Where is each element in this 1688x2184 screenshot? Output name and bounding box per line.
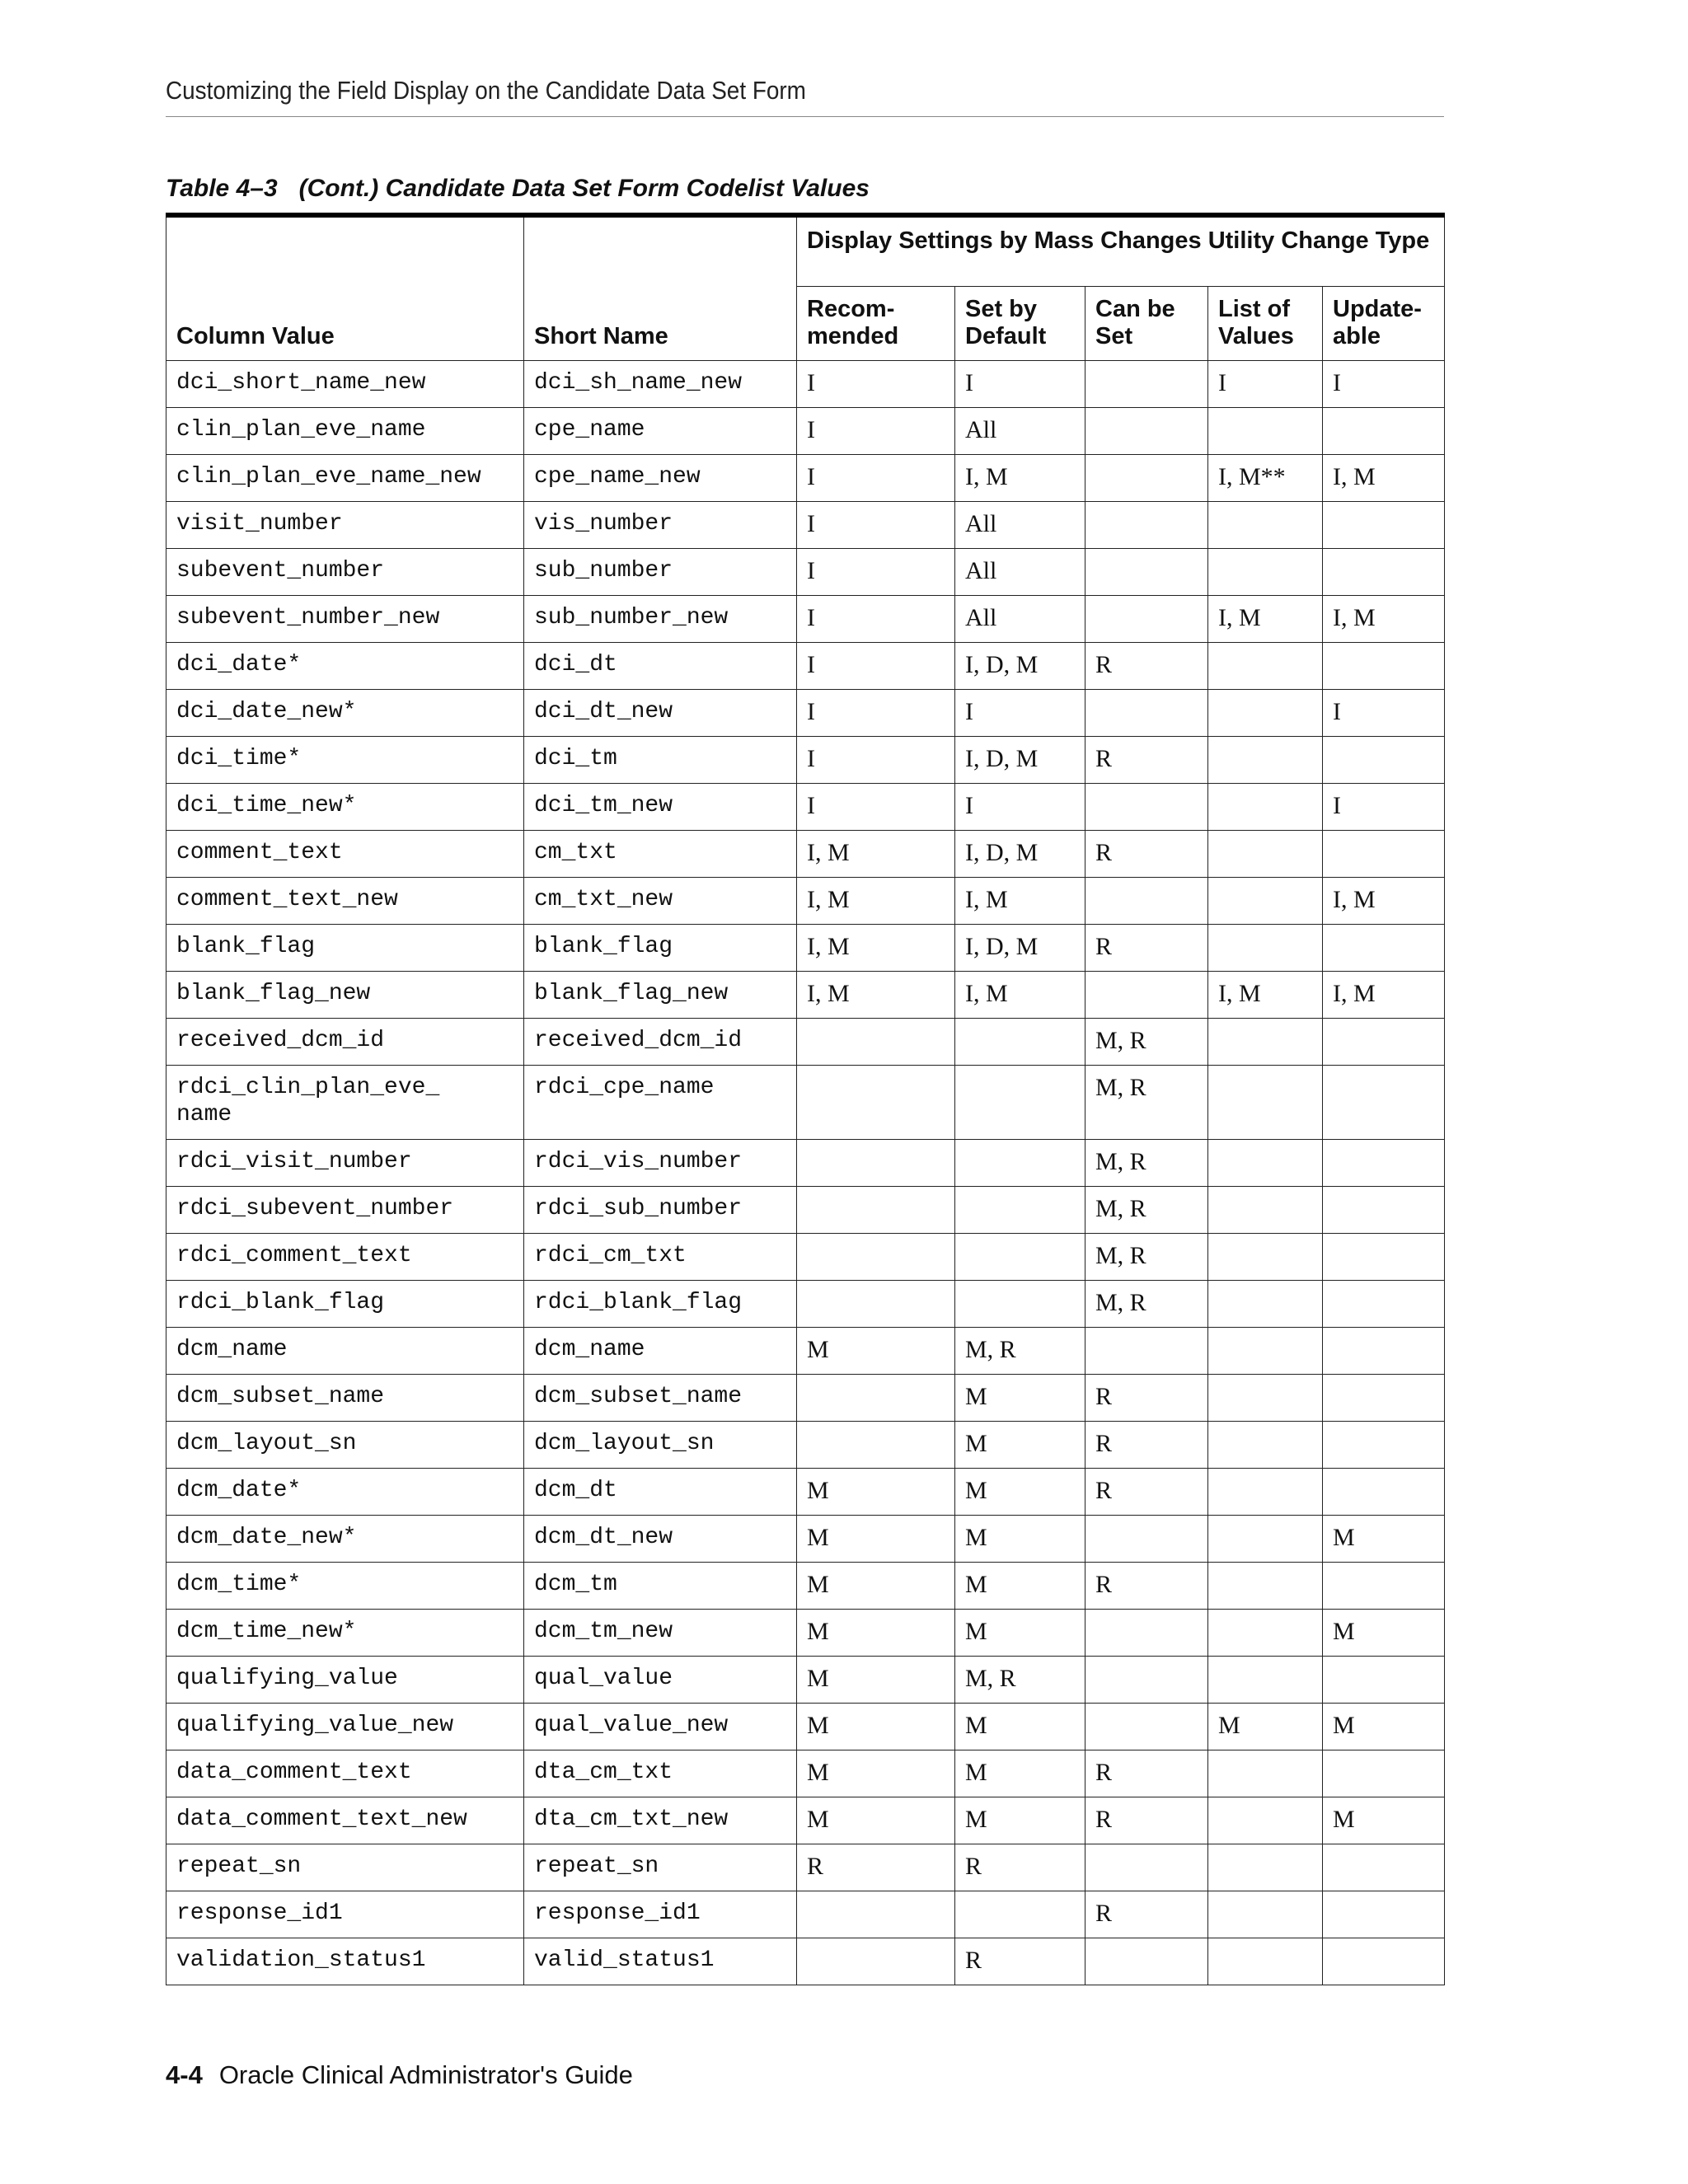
cell-updateable: I (1323, 783, 1445, 830)
cell-list-of-values (1208, 877, 1323, 924)
cell-updateable (1323, 1656, 1445, 1703)
header-short-name: Short Name (524, 215, 797, 360)
cell-updateable: I, M (1323, 595, 1445, 642)
cell-short-name: received_dcm_id (524, 1018, 797, 1065)
table-row (166, 407, 1445, 454)
table-row (166, 1280, 1445, 1327)
cell-short-name: blank_flag_new (524, 971, 797, 1018)
cell-updateable: I, M (1323, 454, 1445, 501)
cell-column-value: data_comment_text (166, 1750, 524, 1797)
book-title: Oracle Clinical Administrator's Guide (218, 2060, 633, 2089)
cell-set-by-default: I, M (955, 877, 1085, 924)
cell-updateable (1323, 501, 1445, 548)
table-row (166, 1656, 1445, 1703)
cell-list-of-values (1208, 783, 1323, 830)
cell-updateable (1323, 1018, 1445, 1065)
cell-set-by-default: I, M (955, 971, 1085, 1018)
cell-set-by-default: M (955, 1797, 1085, 1844)
cell-can-be-set (1085, 783, 1208, 830)
cell-set-by-default: I, D, M (955, 830, 1085, 877)
cell-list-of-values (1208, 1609, 1323, 1656)
cell-list-of-values (1208, 1750, 1323, 1797)
cell-can-be-set: R (1085, 642, 1208, 689)
cell-can-be-set: R (1085, 1750, 1208, 1797)
cell-column-value: repeat_sn (166, 1844, 524, 1891)
cell-set-by-default (955, 1139, 1085, 1186)
cell-list-of-values (1208, 642, 1323, 689)
cell-column-value: blank_flag_new (166, 971, 524, 1018)
cell-recommended: M (797, 1327, 955, 1374)
cell-set-by-default: All (955, 407, 1085, 454)
cell-set-by-default: M (955, 1374, 1085, 1421)
cell-set-by-default: M, R (955, 1656, 1085, 1703)
cell-updateable (1323, 1468, 1445, 1515)
codelist-table (166, 213, 1445, 1985)
cell-can-be-set: M, R (1085, 1065, 1208, 1139)
cell-can-be-set: M, R (1085, 1018, 1208, 1065)
page-footer (166, 2060, 633, 2090)
cell-recommended: I, M (797, 971, 955, 1018)
cell-recommended: M (797, 1797, 955, 1844)
cell-short-name: cpe_name_new (524, 454, 797, 501)
cell-set-by-default (955, 1065, 1085, 1139)
cell-short-name: dcm_name (524, 1327, 797, 1374)
cell-updateable (1323, 1065, 1445, 1139)
cell-recommended: I, M (797, 877, 955, 924)
cell-short-name: dcm_subset_name (524, 1374, 797, 1421)
cell-can-be-set: M, R (1085, 1233, 1208, 1280)
table-row (166, 1139, 1445, 1186)
table-row (166, 1065, 1445, 1139)
cell-short-name: dci_sh_name_new (524, 360, 797, 407)
cell-updateable (1323, 1233, 1445, 1280)
cell-column-value: dcm_date* (166, 1468, 524, 1515)
cell-set-by-default: M (955, 1515, 1085, 1562)
cell-column-value: qualifying_value (166, 1656, 524, 1703)
cell-recommended: I (797, 501, 955, 548)
table-row (166, 1374, 1445, 1421)
cell-short-name: rdci_cpe_name (524, 1065, 797, 1139)
cell-list-of-values (1208, 924, 1323, 971)
cell-updateable (1323, 924, 1445, 971)
cell-recommended: I (797, 407, 955, 454)
cell-set-by-default: I, D, M (955, 642, 1085, 689)
running-head: Customizing the Field Display on the Candidate Data Set Form (166, 76, 806, 105)
header-rule (166, 116, 1444, 117)
table-number: Table 4–3 (166, 175, 278, 202)
cell-updateable (1323, 1139, 1445, 1186)
cell-list-of-values (1208, 407, 1323, 454)
cell-set-by-default: M (955, 1421, 1085, 1468)
cell-set-by-default (955, 1233, 1085, 1280)
cell-short-name: dcm_dt_new (524, 1515, 797, 1562)
cell-updateable (1323, 1938, 1445, 1985)
cell-column-value: dci_date_new* (166, 689, 524, 736)
cell-column-value: qualifying_value_new (166, 1703, 524, 1750)
cell-recommended (797, 1421, 955, 1468)
table-row (166, 454, 1445, 501)
cell-column-value: dcm_time* (166, 1562, 524, 1609)
cell-column-value: validation_status1 (166, 1938, 524, 1985)
cell-recommended: I (797, 454, 955, 501)
cell-can-be-set (1085, 501, 1208, 548)
table-row (166, 1421, 1445, 1468)
cell-set-by-default (955, 1280, 1085, 1327)
cell-list-of-values (1208, 1938, 1323, 1985)
cell-recommended: I (797, 783, 955, 830)
table-row (166, 595, 1445, 642)
cell-can-be-set: R (1085, 1797, 1208, 1844)
cell-list-of-values (1208, 1374, 1323, 1421)
cell-set-by-default (955, 1186, 1085, 1233)
cell-recommended (797, 1233, 955, 1280)
cell-list-of-values (1208, 689, 1323, 736)
cell-column-value: comment_text (166, 830, 524, 877)
cell-recommended: M (797, 1750, 955, 1797)
cell-can-be-set (1085, 360, 1208, 407)
cell-set-by-default: All (955, 595, 1085, 642)
cell-list-of-values (1208, 1018, 1323, 1065)
cell-set-by-default (955, 1891, 1085, 1938)
cell-updateable (1323, 1891, 1445, 1938)
cell-list-of-values (1208, 830, 1323, 877)
cell-list-of-values (1208, 1562, 1323, 1609)
cell-short-name: dci_tm_new (524, 783, 797, 830)
cell-recommended: R (797, 1844, 955, 1891)
table-row (166, 830, 1445, 877)
cell-column-value: rdci_comment_text (166, 1233, 524, 1280)
cell-short-name: dcm_tm_new (524, 1609, 797, 1656)
cell-updateable (1323, 1327, 1445, 1374)
cell-list-of-values (1208, 1139, 1323, 1186)
cell-recommended: M (797, 1562, 955, 1609)
cell-list-of-values (1208, 1468, 1323, 1515)
cell-short-name: blank_flag (524, 924, 797, 971)
cell-can-be-set (1085, 1703, 1208, 1750)
cell-list-of-values (1208, 1891, 1323, 1938)
cell-list-of-values: I, M (1208, 971, 1323, 1018)
cell-list-of-values: I, M** (1208, 454, 1323, 501)
header-recommended: Recom- mended (797, 286, 955, 360)
table-row (166, 971, 1445, 1018)
table-row (166, 642, 1445, 689)
cell-set-by-default: All (955, 501, 1085, 548)
cell-short-name: dci_dt (524, 642, 797, 689)
table-row (166, 1515, 1445, 1562)
cell-updateable: I (1323, 360, 1445, 407)
cell-set-by-default: R (955, 1938, 1085, 1985)
cell-can-be-set (1085, 1515, 1208, 1562)
cell-set-by-default: M (955, 1468, 1085, 1515)
cell-recommended (797, 1139, 955, 1186)
cell-list-of-values (1208, 1065, 1323, 1139)
cell-can-be-set: R (1085, 1562, 1208, 1609)
cell-can-be-set: R (1085, 736, 1208, 783)
cell-column-value: response_id1 (166, 1891, 524, 1938)
table-row (166, 877, 1445, 924)
cell-can-be-set (1085, 1327, 1208, 1374)
cell-updateable (1323, 1562, 1445, 1609)
cell-list-of-values: I, M (1208, 595, 1323, 642)
table-row (166, 1186, 1445, 1233)
cell-can-be-set (1085, 877, 1208, 924)
header-set-by-default: Set by Default (955, 286, 1085, 360)
cell-recommended (797, 1065, 955, 1139)
cell-short-name: qual_value (524, 1656, 797, 1703)
cell-can-be-set (1085, 1609, 1208, 1656)
cell-set-by-default: M, R (955, 1327, 1085, 1374)
cell-set-by-default: M (955, 1562, 1085, 1609)
cell-updateable: M (1323, 1797, 1445, 1844)
table-row (166, 1233, 1445, 1280)
cell-short-name: dta_cm_txt_new (524, 1797, 797, 1844)
table-row (166, 1891, 1445, 1938)
cell-list-of-values (1208, 1327, 1323, 1374)
cell-updateable: I, M (1323, 877, 1445, 924)
cell-list-of-values (1208, 736, 1323, 783)
cell-recommended: I, M (797, 830, 955, 877)
table-row (166, 1797, 1445, 1844)
cell-short-name: vis_number (524, 501, 797, 548)
cell-updateable (1323, 1186, 1445, 1233)
cell-column-value: dcm_date_new* (166, 1515, 524, 1562)
cell-updateable: M (1323, 1609, 1445, 1656)
cell-updateable (1323, 830, 1445, 877)
cell-set-by-default: M (955, 1609, 1085, 1656)
cell-set-by-default: I, D, M (955, 924, 1085, 971)
cell-updateable: I (1323, 689, 1445, 736)
cell-recommended: M (797, 1468, 955, 1515)
cell-recommended (797, 1280, 955, 1327)
cell-column-value: dci_short_name_new (166, 360, 524, 407)
cell-short-name: rdci_cm_txt (524, 1233, 797, 1280)
table-row (166, 783, 1445, 830)
cell-recommended: M (797, 1609, 955, 1656)
cell-recommended (797, 1186, 955, 1233)
cell-column-value: dcm_time_new* (166, 1609, 524, 1656)
cell-can-be-set (1085, 971, 1208, 1018)
page-number: 4-4 (166, 2060, 203, 2089)
table-row (166, 689, 1445, 736)
cell-column-value: dcm_subset_name (166, 1374, 524, 1421)
cell-updateable (1323, 642, 1445, 689)
cell-short-name: qual_value_new (524, 1703, 797, 1750)
cell-column-value: data_comment_text_new (166, 1797, 524, 1844)
cell-can-be-set (1085, 689, 1208, 736)
cell-can-be-set: M, R (1085, 1280, 1208, 1327)
cell-column-value: rdci_blank_flag (166, 1280, 524, 1327)
cell-list-of-values (1208, 1797, 1323, 1844)
cell-updateable (1323, 1421, 1445, 1468)
cell-set-by-default (955, 1018, 1085, 1065)
cell-recommended (797, 1374, 955, 1421)
cell-can-be-set (1085, 1844, 1208, 1891)
cell-list-of-values: M (1208, 1703, 1323, 1750)
cell-recommended: I (797, 736, 955, 783)
cell-can-be-set (1085, 407, 1208, 454)
header-list-of-values: List of Values (1208, 286, 1323, 360)
cell-short-name: dcm_tm (524, 1562, 797, 1609)
header-updateable: Update- able (1323, 286, 1445, 360)
cell-short-name: dci_dt_new (524, 689, 797, 736)
table-row (166, 1703, 1445, 1750)
cell-recommended: I (797, 360, 955, 407)
cell-recommended: I, M (797, 924, 955, 971)
cell-short-name: cm_txt_new (524, 877, 797, 924)
cell-short-name: rdci_blank_flag (524, 1280, 797, 1327)
cell-recommended (797, 1891, 955, 1938)
cell-can-be-set: M, R (1085, 1186, 1208, 1233)
cell-column-value: dcm_layout_sn (166, 1421, 524, 1468)
cell-set-by-default: I, M (955, 454, 1085, 501)
cell-short-name: dcm_layout_sn (524, 1421, 797, 1468)
cell-column-value: received_dcm_id (166, 1018, 524, 1065)
cell-updateable (1323, 1750, 1445, 1797)
cell-can-be-set: R (1085, 1891, 1208, 1938)
cell-column-value: subevent_number_new (166, 595, 524, 642)
cell-column-value: clin_plan_eve_name_new (166, 454, 524, 501)
cell-recommended (797, 1938, 955, 1985)
cell-can-be-set: M, R (1085, 1139, 1208, 1186)
cell-short-name: sub_number_new (524, 595, 797, 642)
table-row (166, 1609, 1445, 1656)
cell-column-value: dcm_name (166, 1327, 524, 1374)
cell-set-by-default: I, D, M (955, 736, 1085, 783)
cell-short-name: sub_number (524, 548, 797, 595)
cell-column-value: dci_date* (166, 642, 524, 689)
cell-column-value: blank_flag (166, 924, 524, 971)
codelist-table-container (166, 213, 1444, 1985)
cell-can-be-set (1085, 1656, 1208, 1703)
cell-updateable (1323, 407, 1445, 454)
cell-set-by-default: M (955, 1703, 1085, 1750)
cell-short-name: valid_status1 (524, 1938, 797, 1985)
cell-short-name: dta_cm_txt (524, 1750, 797, 1797)
cell-updateable (1323, 736, 1445, 783)
cell-list-of-values (1208, 501, 1323, 548)
cell-updateable (1323, 548, 1445, 595)
table-row (166, 1327, 1445, 1374)
cell-list-of-values (1208, 1844, 1323, 1891)
table-row (166, 548, 1445, 595)
cell-can-be-set: R (1085, 924, 1208, 971)
cell-list-of-values (1208, 548, 1323, 595)
table-row (166, 360, 1445, 407)
cell-can-be-set (1085, 454, 1208, 501)
cell-column-value: dci_time_new* (166, 783, 524, 830)
cell-recommended: I (797, 595, 955, 642)
cell-column-value: rdci_visit_number (166, 1139, 524, 1186)
table-title: (Cont.) Candidate Data Set Form Codelist Values (298, 175, 870, 202)
cell-can-be-set: R (1085, 1374, 1208, 1421)
table-row (166, 1844, 1445, 1891)
cell-short-name: rdci_vis_number (524, 1139, 797, 1186)
cell-list-of-values (1208, 1186, 1323, 1233)
cell-column-value: subevent_number (166, 548, 524, 595)
cell-short-name: cpe_name (524, 407, 797, 454)
cell-updateable (1323, 1374, 1445, 1421)
cell-recommended: M (797, 1515, 955, 1562)
header-can-be-set: Can be Set (1085, 286, 1208, 360)
header-column-value: Column Value (166, 215, 524, 360)
cell-recommended: M (797, 1656, 955, 1703)
cell-can-be-set: R (1085, 1421, 1208, 1468)
cell-column-value: rdci_subevent_number (166, 1186, 524, 1233)
cell-column-value: visit_number (166, 501, 524, 548)
cell-set-by-default: I (955, 360, 1085, 407)
cell-can-be-set (1085, 548, 1208, 595)
cell-column-value: clin_plan_eve_name (166, 407, 524, 454)
cell-recommended (797, 1018, 955, 1065)
cell-list-of-values (1208, 1233, 1323, 1280)
cell-updateable: M (1323, 1703, 1445, 1750)
cell-set-by-default: M (955, 1750, 1085, 1797)
table-row (166, 736, 1445, 783)
cell-updateable (1323, 1844, 1445, 1891)
cell-set-by-default: R (955, 1844, 1085, 1891)
cell-updateable: I, M (1323, 971, 1445, 1018)
cell-can-be-set: R (1085, 830, 1208, 877)
cell-set-by-default: All (955, 548, 1085, 595)
cell-updateable (1323, 1280, 1445, 1327)
table-row (166, 1750, 1445, 1797)
cell-set-by-default: I (955, 783, 1085, 830)
cell-short-name: dci_tm (524, 736, 797, 783)
cell-short-name: repeat_sn (524, 1844, 797, 1891)
cell-can-be-set (1085, 1938, 1208, 1985)
cell-list-of-values (1208, 1280, 1323, 1327)
table-row (166, 924, 1445, 971)
cell-list-of-values (1208, 1656, 1323, 1703)
table-row (166, 1468, 1445, 1515)
cell-short-name: dcm_dt (524, 1468, 797, 1515)
cell-column-value: rdci_clin_plan_eve_ name (166, 1065, 524, 1139)
header-display-settings: Display Settings by Mass Changes Utility Change Type (797, 215, 1445, 286)
table-row (166, 1938, 1445, 1985)
cell-short-name: cm_txt (524, 830, 797, 877)
cell-column-value: dci_time* (166, 736, 524, 783)
cell-recommended: I (797, 548, 955, 595)
cell-recommended: I (797, 642, 955, 689)
cell-can-be-set (1085, 595, 1208, 642)
cell-updateable: M (1323, 1515, 1445, 1562)
cell-short-name: response_id1 (524, 1891, 797, 1938)
table-row (166, 1562, 1445, 1609)
cell-set-by-default: I (955, 689, 1085, 736)
cell-list-of-values (1208, 1515, 1323, 1562)
table-row (166, 501, 1445, 548)
cell-column-value: comment_text_new (166, 877, 524, 924)
table-row (166, 1018, 1445, 1065)
cell-recommended: I (797, 689, 955, 736)
cell-list-of-values: I (1208, 360, 1323, 407)
table-caption (166, 175, 870, 203)
cell-recommended: M (797, 1703, 955, 1750)
cell-list-of-values (1208, 1421, 1323, 1468)
cell-can-be-set: R (1085, 1468, 1208, 1515)
cell-short-name: rdci_sub_number (524, 1186, 797, 1233)
